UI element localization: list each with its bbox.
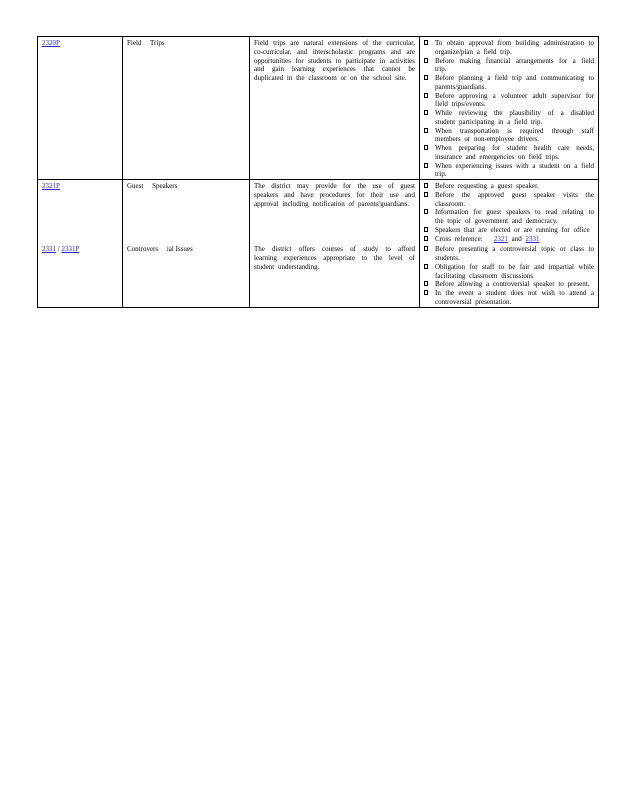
topic-guest-speakers: Guest Speakers — [127, 182, 178, 190]
description-field-trips: Field trips are natural extensions of the curricular, co-curricular, and interscholastic programs and are opportunities for students to participate in activities and gain learning experiences that cannot be duplicated in the classroom or on the school site. — [254, 39, 415, 82]
policy-link-2321p[interactable]: 2321P — [42, 182, 60, 190]
list-item: To obtain approval from building administration to organize/plan a field trip. — [424, 39, 594, 57]
bullet-icon — [424, 183, 428, 188]
policy-code-cell — [38, 243, 123, 307]
bullet-icon — [424, 40, 428, 45]
list-item: While reviewing the plausibility of a disabled student participating in a field trip. — [424, 109, 594, 127]
bullet-icon — [424, 145, 428, 150]
list-item: Speakers that are elected or are running for office — [424, 226, 594, 235]
table-row-controversial-issues — [38, 243, 599, 307]
bullet-icon — [424, 110, 428, 115]
bullet-icon — [424, 163, 428, 168]
bullet-icon — [424, 281, 428, 286]
bullet-icon — [424, 290, 428, 295]
topic-cell — [123, 37, 250, 180]
list-item: Before requesting a guest speaker. — [424, 182, 594, 191]
code-separator: / — [57, 245, 60, 254]
list-item: Obligation for staff to be fair and impartial while facilitating classroom discussions — [424, 263, 594, 281]
list-item-cross-reference: Cross reference: 2321 and 2331 — [424, 235, 594, 244]
list-item: Information for guest speakers to read relating to the topic of government and democracy. — [424, 208, 594, 226]
description-cell — [250, 243, 420, 307]
policy-link-2331p[interactable]: 2331P — [61, 245, 80, 254]
list-item: Before presenting a controversial topic or class to students. — [424, 245, 594, 263]
list-item: When preparing for student health care needs, insurance and emergencies on field trips. — [424, 144, 594, 162]
bullet-icon — [424, 236, 428, 241]
list-item: Before planning a field trip and communicating to parents/guardians. — [424, 74, 594, 92]
topic-cell — [123, 180, 250, 244]
items-cell — [420, 180, 599, 244]
bullet-icon — [424, 264, 428, 269]
bullet-icon — [424, 227, 428, 232]
list-item: In the event a student does not wish to attend a controversial presentation. — [424, 289, 594, 307]
bullet-icon — [424, 246, 428, 251]
bullet-icon — [424, 192, 428, 197]
list-item: Before allowing a controversial speaker to present. — [424, 280, 594, 289]
bullet-list — [424, 182, 594, 243]
items-cell — [420, 243, 599, 307]
topic-cell — [123, 243, 250, 307]
bullet-icon — [424, 93, 428, 98]
topic-controversial-issues: Controvers ial Issues — [127, 245, 193, 254]
list-item: Before approving a volunteer adult supervisor for field trips/events. — [424, 92, 594, 110]
list-item: When transportation is required through staff members or non-employee drivers. — [424, 127, 594, 145]
bullet-list — [424, 39, 594, 179]
description-controversial-issues: The district offers courses of study to afford learning experiences appropriate to the level of student understanding. — [254, 245, 415, 271]
description-guest-speakers: The district may provide for the use of guest speakers and have procedures for their use and approval including notification of parents/guardians. — [254, 182, 415, 208]
cross-reference-link-2321[interactable]: 2321 — [493, 234, 508, 243]
bullet-icon — [424, 128, 428, 133]
policy-code-cell — [38, 37, 123, 180]
bullet-icon — [424, 75, 428, 80]
description-cell — [250, 180, 420, 244]
list-item: Before making financial arrangements for a field trip. — [424, 57, 594, 75]
table-row-guest-speakers — [38, 180, 599, 244]
policy-link-2320p[interactable]: 2320P — [42, 39, 60, 47]
bullet-icon — [424, 58, 428, 63]
bullet-list — [424, 245, 594, 306]
cross-reference-link-2331[interactable]: 2331 — [525, 234, 540, 243]
policy-table — [37, 36, 599, 308]
policy-link-2331[interactable]: 2331 — [42, 245, 56, 254]
description-cell — [250, 37, 420, 180]
topic-field-trips: Field Trips — [127, 39, 165, 47]
items-cell — [420, 37, 599, 180]
table-row-field-trips — [38, 37, 599, 180]
list-item: Before the approved guest speaker visits the classroom. — [424, 191, 594, 209]
bullet-icon — [424, 209, 428, 214]
policy-code-cell — [38, 180, 123, 244]
list-item: When experiencing issues with a student on a field trip. — [424, 162, 594, 180]
